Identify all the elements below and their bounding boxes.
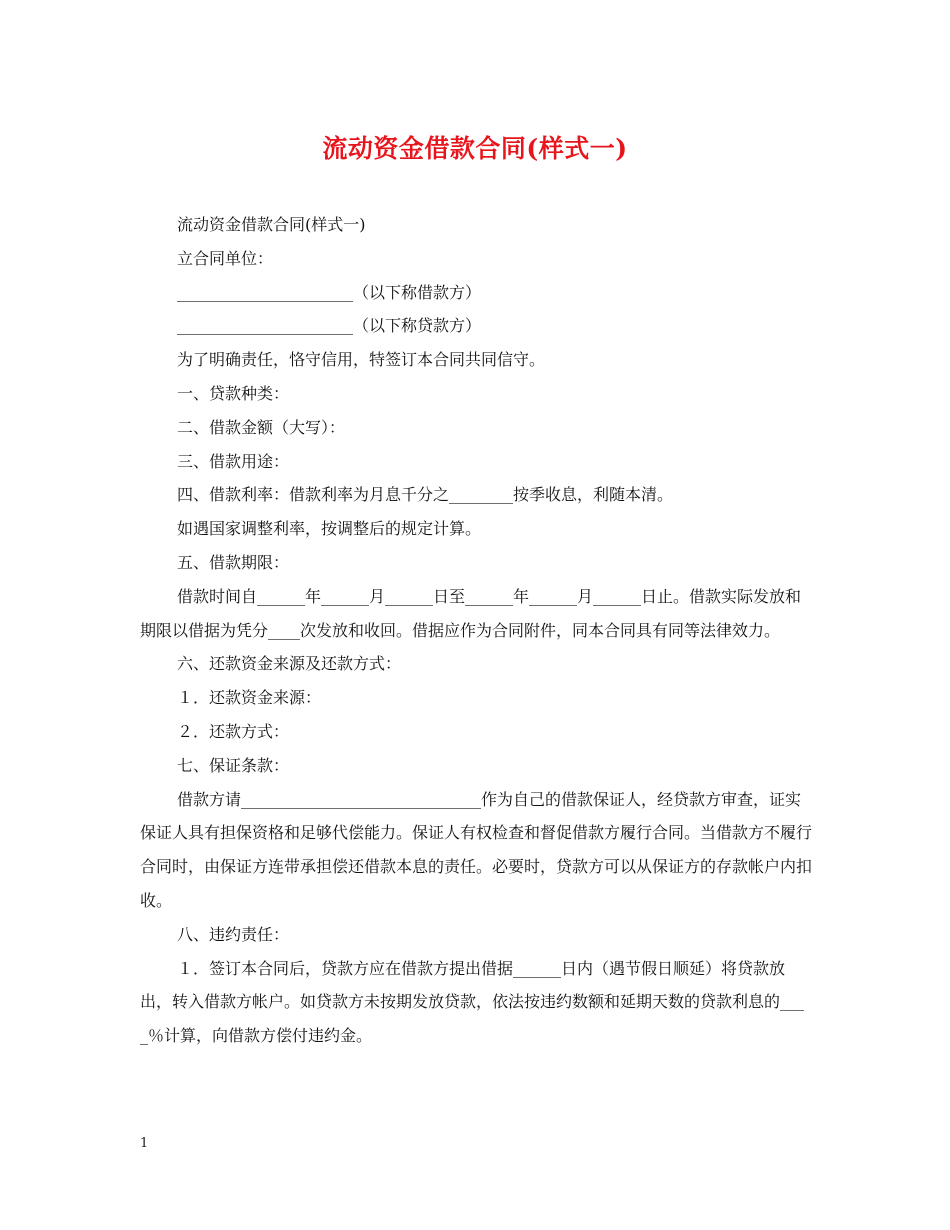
clause-liability: 八、违约责任：: [177, 924, 290, 944]
clause-loan-use: 三、借款用途：: [177, 451, 290, 471]
clause-repayment: 六、还款资金来源及还款方式：: [177, 654, 402, 674]
clause-rate-adjustment: 如遇国家调整利率，按调整后的规定计算。: [177, 519, 482, 539]
page-number: 1: [140, 1136, 149, 1151]
paragraph-borrower-line: ______________________（以下称借款方）: [177, 282, 482, 302]
document-title: 流动资金借款合同(样式一): [322, 134, 628, 163]
clause-repayment-method: ２．还款方式：: [177, 721, 290, 741]
paragraph-parties-label: 立合同单位：: [177, 248, 274, 268]
clause-guarantee-detail: 借款方请______________________________作为自己的借款保证人，经贷款方审查，证实保证人具有担保资格和足够代偿能力。保证人有权检查和督促借款方履行合同。当借款方不履行合同时，由保证方连带承担偿还借款本息的责任。必要时，贷款方可以从保证方的存款帐户内扣收。: [140, 789, 813, 910]
clause-loan-amount: 二、借款金额（大写）：: [177, 417, 346, 437]
clause-loan-term: 五、借款期限：: [177, 552, 290, 572]
paragraph-purpose: 为了明确责任，恪守信用，特签订本合同共同信守。: [177, 350, 546, 370]
clause-interest-rate: 四、借款利率：借款利率为月息千分之________按季收息，利随本清。: [177, 485, 674, 505]
clause-repayment-source: １．还款资金来源：: [177, 688, 322, 708]
paragraph-heading: 流动资金借款合同(样式一): [177, 215, 366, 234]
clause-loan-type: 一、贷款种类：: [177, 383, 290, 403]
document-body: [140, 208, 812, 1053]
paragraph-lender-line: ______________________（以下称贷款方）: [177, 316, 482, 336]
clause-liability-item-1: １．签订本合同后，贷款方应在借款方提出借据______日内（遇节假日顺延）将贷款放出，转入借款方帐户。如贷款方未按期发放贷款，依法按违约数额和延期天数的贷款利息的____％计算，向借款方偿付违约金。: [140, 958, 805, 1046]
clause-guarantee: 七、保证条款：: [177, 755, 290, 775]
clause-loan-term-detail: 借款时间自______年______月______日至______年______月______日止。借款实际发放和期限以借据为凭分____次发放和收回。借据应作为合同附件，同本合同具有同等法律效力。: [140, 586, 802, 640]
